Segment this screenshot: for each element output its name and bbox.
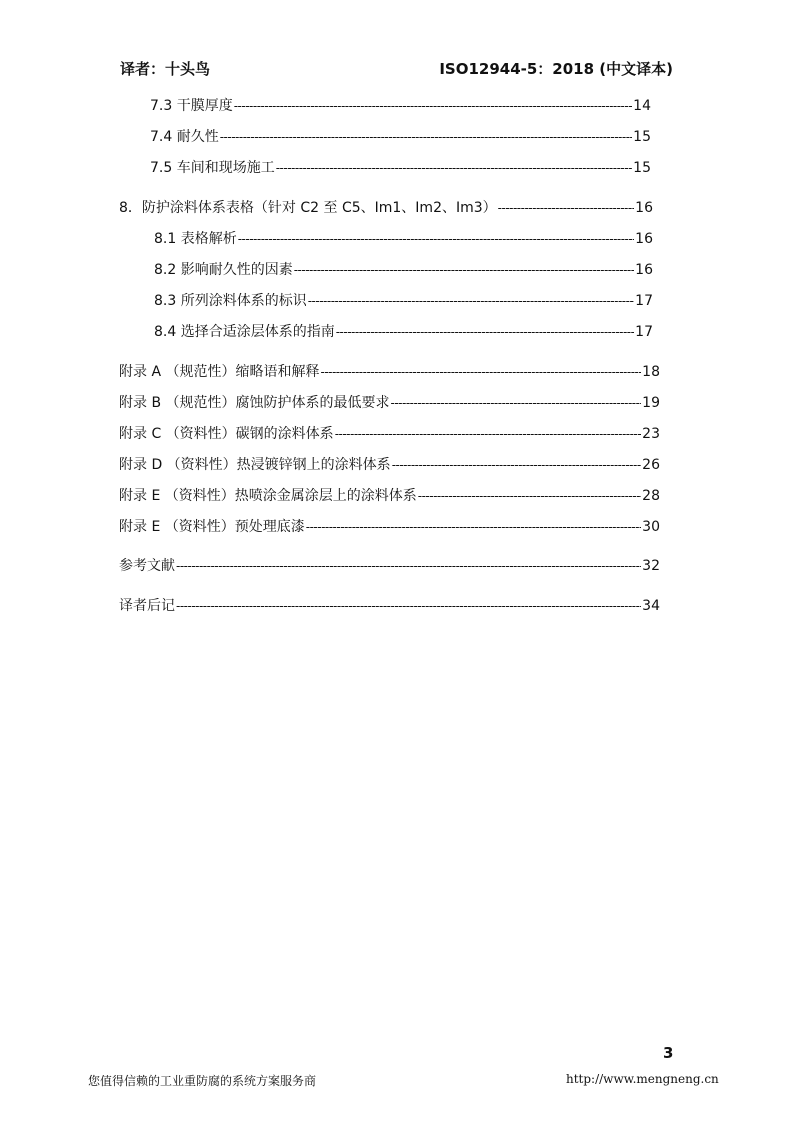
toc-entry-page: 23 [642, 426, 660, 442]
toc-entry-page: 16 [635, 231, 653, 247]
toc-leader [294, 261, 634, 279]
toc-entry-references[interactable] [119, 557, 660, 575]
toc-entry-title: 参考文献 [119, 558, 175, 574]
toc-entry-title: 8．防护涂料体系表格（针对 C2 至 C5、Im1、Im2、Im3） [119, 200, 497, 216]
toc-entry-8[interactable] [119, 199, 653, 217]
toc-leader [335, 425, 641, 443]
toc-leader [418, 487, 641, 505]
toc-entry-title: 8.3 所列涂料体系的标识 [154, 293, 307, 309]
toc-entry-page: 34 [642, 598, 660, 614]
toc-entry-page: 15 [633, 129, 651, 145]
toc-entry-7-4[interactable] [150, 128, 651, 146]
toc-entry-appendix-e-1[interactable] [119, 487, 660, 505]
toc-entry-8-3[interactable] [154, 292, 653, 310]
toc-entry-appendix-a[interactable] [119, 363, 660, 381]
toc-entry-title: 8.2 影响耐久性的因素 [154, 262, 293, 278]
toc-leader [306, 518, 641, 536]
toc-leader [238, 230, 634, 248]
toc-leader [320, 363, 641, 381]
toc-entry-title: 附录 E （资料性）热喷涂金属涂层上的涂料体系 [119, 488, 417, 504]
toc-entry-page: 26 [642, 457, 660, 473]
toc-leader [176, 597, 641, 615]
toc-entry-page: 19 [642, 395, 660, 411]
toc-entry-title: 7.5 车间和现场施工 [150, 160, 275, 176]
footer-url[interactable]: http://www.mengneng.cn [566, 1072, 719, 1086]
toc-leader [392, 456, 641, 474]
toc-entry-title: 附录 A （规范性）缩略语和解释 [119, 364, 320, 380]
toc-entry-title: 8.1 表格解析 [154, 231, 237, 247]
toc-entry-title: 译者后记 [119, 598, 175, 614]
toc-entry-title: 附录 D （资料性）热浸镀锌钢上的涂料体系 [119, 457, 391, 473]
toc-entry-title: 7.4 耐久性 [150, 129, 219, 145]
toc-leader [336, 323, 634, 341]
toc-entry-title: 附录 C （资料性）碳钢的涂料体系 [119, 426, 334, 442]
toc-entry-afterword[interactable] [119, 597, 660, 615]
toc-entry-appendix-b[interactable] [119, 394, 660, 412]
toc-leader [234, 97, 632, 115]
toc-entry-7-3[interactable] [150, 97, 651, 115]
toc-entry-title: 附录 E （资料性）预处理底漆 [119, 519, 305, 535]
toc-entry-title: 附录 B （规范性）腐蚀防护体系的最低要求 [119, 395, 390, 411]
toc-leader [498, 199, 635, 217]
toc-entry-8-2[interactable] [154, 261, 653, 279]
footer-slogan: 您值得信赖的工业重防腐的系统方案服务商 [88, 1074, 317, 1088]
toc-entry-page: 16 [635, 200, 653, 216]
toc-entry-page: 30 [642, 519, 660, 535]
toc-entry-page: 17 [635, 324, 653, 340]
toc-entry-7-5[interactable] [150, 159, 651, 177]
toc-leader [176, 557, 641, 575]
toc-entry-page: 15 [633, 160, 651, 176]
toc-entry-page: 18 [642, 364, 660, 380]
toc-entry-page: 14 [633, 98, 651, 114]
toc-entry-title: 7.3 干膜厚度 [150, 98, 233, 114]
toc-entry-page: 16 [635, 262, 653, 278]
toc-entry-8-1[interactable] [154, 230, 653, 248]
toc-leader [220, 128, 632, 146]
page-number: 3 [663, 1044, 674, 1062]
toc-leader [308, 292, 634, 310]
toc-leader [276, 159, 632, 177]
toc-leader [391, 394, 642, 412]
toc-entry-title: 8.4 选择合适涂层体系的指南 [154, 324, 335, 340]
toc-entry-page: 17 [635, 293, 653, 309]
toc-entry-appendix-d[interactable] [119, 456, 660, 474]
document-title: ISO12944-5：2018 (中文译本) [439, 60, 673, 78]
toc-entry-page: 32 [642, 558, 660, 574]
toc-entry-page: 28 [642, 488, 660, 504]
toc-entry-appendix-e-2[interactable] [119, 518, 660, 536]
toc-entry-8-4[interactable] [154, 323, 653, 341]
toc-entry-appendix-c[interactable] [119, 425, 660, 443]
translator-label: 译者：十头鸟 [120, 60, 211, 78]
page-header [120, 58, 673, 82]
